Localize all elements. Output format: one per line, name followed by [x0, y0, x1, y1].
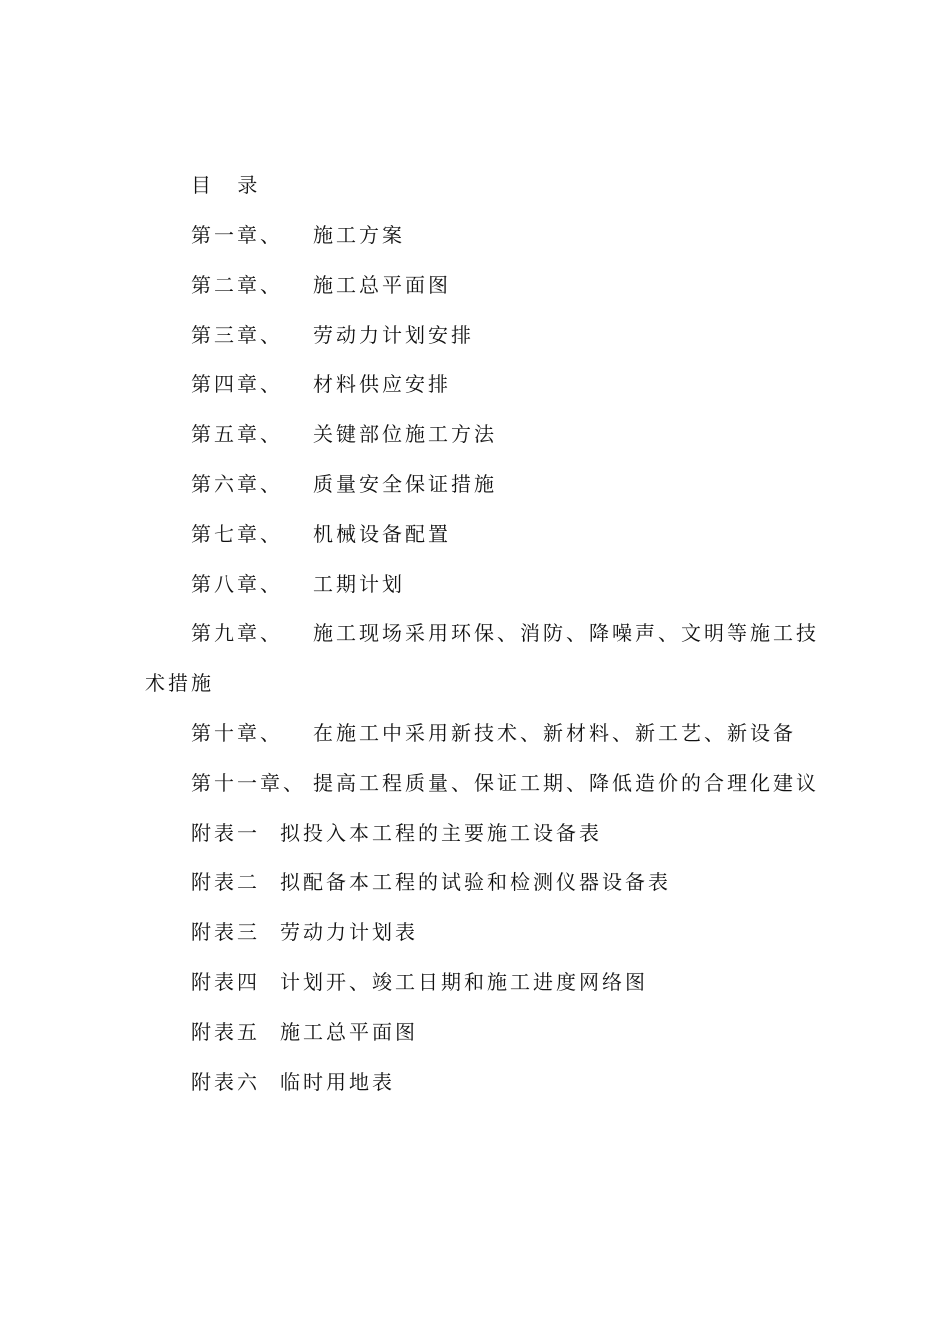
toc-entry-number: 第八章、: [191, 572, 283, 596]
toc-entry-title: 质量安全保证措施: [313, 472, 497, 496]
toc-entry-number: 第十章、: [191, 721, 283, 745]
toc-entry-title: 在施工中采用新技术、新材料、新工艺、新设备: [313, 721, 796, 745]
toc-entry-title: 关键部位施工方法: [313, 422, 497, 446]
toc-appendix: [191, 968, 648, 996]
toc-appendix: [191, 1068, 395, 1096]
toc-entry: [191, 570, 405, 598]
toc-entry: [191, 271, 451, 299]
toc-entry-title-continuation: 术措施: [145, 671, 214, 695]
toc-entry-title: 材料供应安排: [313, 372, 451, 396]
toc-appendix-number: 附表三: [191, 920, 260, 944]
toc-appendix: [191, 819, 602, 847]
toc-entry: [191, 221, 405, 249]
toc-appendix-title: 临时用地表: [280, 1070, 395, 1094]
toc-appendix-number: 附表二: [191, 870, 260, 894]
toc-entry-title: 提高工程质量、保证工期、降低造价的合理化建议: [313, 771, 819, 795]
toc-entry: [191, 619, 819, 647]
toc-entry-title: 施工现场采用环保、消防、降噪声、文明等施工技: [313, 621, 819, 645]
toc-entry: [191, 520, 451, 548]
toc-entry-number: 第一章、: [191, 223, 283, 247]
toc-entry: [191, 420, 497, 448]
toc-appendix: [191, 868, 671, 896]
toc-appendix: [191, 918, 418, 946]
toc-entry: [191, 719, 796, 747]
toc-entry-number: 第七章、: [191, 522, 283, 546]
toc-entry-number: 第六章、: [191, 472, 283, 496]
toc-entry: [191, 370, 451, 398]
toc-appendix-title: 计划开、竣工日期和施工进度网络图: [280, 970, 648, 994]
toc-entry-number: 第九章、: [191, 621, 283, 645]
toc-entry-title: 劳动力计划安排: [313, 323, 474, 347]
toc-entry-title: 施工方案: [313, 223, 405, 247]
toc-entry: [191, 769, 819, 797]
toc-appendix-number: 附表六: [191, 1070, 260, 1094]
toc-appendix-title: 劳动力计划表: [280, 920, 418, 944]
toc-appendix-number: 附表五: [191, 1020, 260, 1044]
toc-entry-title: 施工总平面图: [313, 273, 451, 297]
toc-entry-title: 工期计划: [313, 572, 405, 596]
toc-appendix-number: 附表一: [191, 821, 260, 845]
toc-appendix-title: 拟投入本工程的主要施工设备表: [280, 821, 602, 845]
toc-title: 目 录: [191, 173, 268, 197]
toc-entry-number: 第三章、: [191, 323, 283, 347]
toc-entry: [191, 321, 474, 349]
toc-entry-number: 第十一章、: [191, 771, 306, 795]
toc-appendix-title: 施工总平面图: [280, 1020, 418, 1044]
toc-appendix: [191, 1018, 418, 1046]
toc-entry-number: 第四章、: [191, 372, 283, 396]
toc-appendix-number: 附表四: [191, 970, 260, 994]
toc-entry: [191, 470, 497, 498]
toc-appendix-title: 拟配备本工程的试验和检测仪器设备表: [280, 870, 671, 894]
toc-entry-number: 第二章、: [191, 273, 283, 297]
toc-entry-title: 机械设备配置: [313, 522, 451, 546]
toc-entry-number: 第五章、: [191, 422, 283, 446]
